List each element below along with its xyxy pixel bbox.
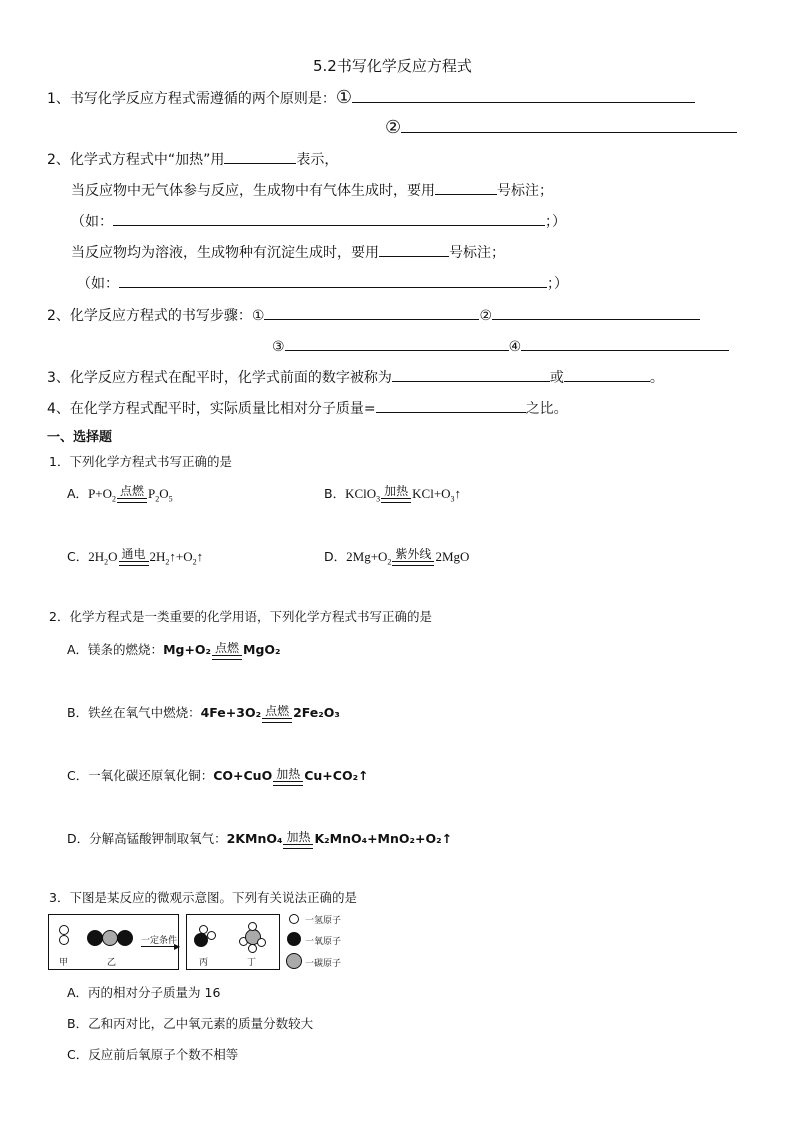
answer-blank[interactable] xyxy=(435,180,497,195)
legend-oxygen-icon xyxy=(287,932,301,946)
products-box xyxy=(186,914,280,970)
answer-blank[interactable] xyxy=(521,336,729,351)
hydrogen-atom xyxy=(257,938,266,947)
eq-sub: 5 xyxy=(168,494,173,504)
legend-carbon-icon xyxy=(286,953,302,969)
eg-close: ；） xyxy=(547,276,568,292)
reaction-sign xyxy=(392,548,434,566)
eq-left: 2Mg+O xyxy=(346,549,388,564)
eq-sub: 2 xyxy=(155,494,160,504)
hydrogen-atom xyxy=(248,944,257,953)
reaction-sign xyxy=(381,485,411,503)
label-bing: 丙 xyxy=(199,958,209,968)
fill-q2a xyxy=(47,149,338,169)
reaction-sign xyxy=(212,642,242,660)
condition: 加热 xyxy=(384,484,409,498)
option-label: D． xyxy=(324,549,347,564)
eq-right: K₂MnO₄+MnO₂+O₂↑ xyxy=(314,831,453,846)
eq-right: MgO₂ xyxy=(243,642,281,657)
reaction-sign xyxy=(273,768,303,786)
answer-blank[interactable] xyxy=(224,149,296,164)
label-ding: 丁 xyxy=(247,958,257,968)
eq-left: P+O xyxy=(88,486,113,501)
mc-q2-stem: 2．化学方程式是一类重要的化学用语，下列化学方程式书写正确的是 xyxy=(49,609,432,624)
eg-close: ；） xyxy=(545,214,566,230)
eq-sub: 2 xyxy=(192,557,197,567)
mc-q1-option-c[interactable] xyxy=(67,547,203,567)
eq-right-end: ↑ xyxy=(196,549,204,564)
fill-q5 xyxy=(47,398,568,418)
mc-q3-option-b[interactable]: B．乙和丙对比，乙中氧元素的质量分数较大 xyxy=(67,1016,314,1031)
eq-left: Mg+O₂ xyxy=(163,642,212,657)
answer-blank[interactable] xyxy=(264,305,479,320)
condition: 点燃 xyxy=(120,484,145,498)
answer-blank[interactable] xyxy=(564,367,650,382)
eq-sub: 3 xyxy=(376,494,381,504)
condition: 紫外线 xyxy=(395,547,432,561)
fill-q2c xyxy=(71,242,505,262)
mc-q2-option-c[interactable] xyxy=(67,766,369,786)
legend-carbon: 一碳原子 xyxy=(305,959,342,969)
fill-q2c-text: 当反应物均为溶液，生成物种有沉淀生成时，要用 xyxy=(71,245,379,261)
eg-open: （如： xyxy=(77,276,119,292)
fill-q1-text: 1、书写化学反应方程式需遵循的两个原则是： xyxy=(47,91,336,107)
reaction-sign xyxy=(262,705,292,723)
option-label: C． xyxy=(67,549,89,564)
answer-blank[interactable] xyxy=(119,273,547,288)
circle-two: ② xyxy=(385,117,402,138)
answer-blank[interactable] xyxy=(379,242,449,257)
fill-q4 xyxy=(47,367,664,387)
eq-right: Cu+CO₂↑ xyxy=(304,768,369,783)
mc-q2-option-b[interactable] xyxy=(67,703,340,723)
mc-q1-option-d[interactable] xyxy=(324,547,469,567)
answer-blank[interactable] xyxy=(376,398,526,413)
reaction-sign xyxy=(117,485,147,503)
mc-q1-option-b[interactable] xyxy=(324,484,461,504)
fill-q2a-text: 2、化学式方程式中“加热”用 xyxy=(47,152,225,168)
mc-q1-stem: 1．下列化学方程式书写正确的是 xyxy=(49,454,232,469)
reaction-sign xyxy=(283,831,313,849)
fill-q2a-end: 表示， xyxy=(296,152,339,168)
fill-eg2 xyxy=(77,273,568,293)
step-two: ② xyxy=(479,308,493,324)
section-heading: 一、选择题 xyxy=(47,430,113,445)
fill-q5-end: 之比。 xyxy=(525,401,568,417)
option-label: B． xyxy=(324,486,346,501)
hydrogen-atom xyxy=(248,922,257,931)
eq-sub: 2 xyxy=(387,557,392,567)
circle-one: ① xyxy=(335,87,353,108)
fill-eg1 xyxy=(71,211,566,231)
eq-right: 2MgO xyxy=(435,549,470,564)
option-label: A． xyxy=(67,486,89,501)
condition-label: 一定条件 xyxy=(141,936,178,946)
step-four: ④ xyxy=(508,339,522,355)
eq-left: 2KMnO₄ xyxy=(226,831,283,846)
eq-right-mid: O xyxy=(159,486,169,501)
fill-q2b-end: 号标注； xyxy=(497,183,553,199)
eq-left-end: O xyxy=(108,549,118,564)
fill-q2c-end: 号标注； xyxy=(449,245,505,261)
fill-q5-text: 4、在化学方程式配平时，实际质量比相对分子质量= xyxy=(47,401,376,417)
carbon-atom xyxy=(102,930,118,946)
answer-blank[interactable] xyxy=(113,211,545,226)
eq-left: 2H xyxy=(88,549,105,564)
eq-left: KClO xyxy=(345,486,377,501)
eq-right: P xyxy=(148,486,156,501)
option-label: B．铁丝在氧气中燃烧： xyxy=(67,705,201,720)
eq-right: KCl+O xyxy=(412,486,451,501)
condition: 加热 xyxy=(276,766,301,781)
label-jia: 甲 xyxy=(59,958,69,968)
eq-left: CO+CuO xyxy=(213,768,273,783)
eq-right-mid: ↑ xyxy=(454,486,462,501)
answer-blank[interactable] xyxy=(392,367,550,382)
mc-q3-stem: 3．下图是某反应的微观示意图。下列有关说法正确的是 xyxy=(49,890,357,905)
condition: 点燃 xyxy=(265,703,290,718)
answer-blank[interactable] xyxy=(352,88,695,103)
fill-q4-end: 。 xyxy=(649,370,664,386)
fill-q3-text: 2、化学反应方程式的书写步骤：① xyxy=(47,308,265,324)
legend-hydrogen-icon xyxy=(289,914,299,924)
fill-q4-or: 或 xyxy=(549,370,564,386)
eq-sub: 3 xyxy=(450,494,455,504)
eq-sub: 2 xyxy=(165,557,170,567)
mc-q3-option-c[interactable]: C．反应前后氧原子个数不相等 xyxy=(67,1047,239,1062)
hydrogen-atom xyxy=(59,935,69,945)
answer-blank[interactable] xyxy=(492,305,700,320)
hydrogen-atom xyxy=(59,925,69,935)
fill-q2b-text: 当反应物中无气体参与反应，生成物中有气体生成时，要用 xyxy=(71,183,435,199)
fill-q3 xyxy=(47,305,700,325)
hydrogen-atom xyxy=(207,931,216,940)
mc-q1-option-a[interactable] xyxy=(67,484,173,504)
answer-blank[interactable] xyxy=(285,336,509,351)
condition: 通电 xyxy=(121,547,146,561)
eg-open: （如： xyxy=(71,214,113,230)
eq-sub: 2 xyxy=(104,557,109,567)
fill-q2b xyxy=(71,180,553,200)
step-three: ③ xyxy=(272,339,285,355)
legend-oxygen: 一氧原子 xyxy=(305,937,342,947)
label-yi: 乙 xyxy=(107,958,117,968)
condition: 点燃 xyxy=(215,640,240,655)
eq-right: 2H xyxy=(149,549,166,564)
oxygen-atom xyxy=(194,933,208,947)
mc-q3-option-a[interactable]: A．丙的相对分子质量为 16 xyxy=(67,985,221,1000)
eq-right-mid: ↑+O xyxy=(169,549,193,564)
eq-sub: 2 xyxy=(112,494,117,504)
reaction-sign xyxy=(119,548,149,566)
mc-q2-option-d[interactable] xyxy=(67,829,452,849)
legend-hydrogen: 一氢原子 xyxy=(305,916,342,926)
fill-q4-text: 3、化学反应方程式在配平时，化学式前面的数字被称为 xyxy=(47,370,392,386)
fill-q3-2 xyxy=(272,336,729,355)
arrow-head-icon: ▶ xyxy=(174,942,181,951)
eq-left: 4Fe+3O₂ xyxy=(200,705,262,720)
oxygen-atom xyxy=(117,930,133,946)
condition: 加热 xyxy=(286,829,311,844)
eq-right: 2Fe₂O₃ xyxy=(293,705,340,720)
oxygen-atom xyxy=(87,930,103,946)
option-label: C．一氧化碳还原氧化铜： xyxy=(67,768,214,783)
page-title: 5.2书写化学反应方程式 xyxy=(313,57,472,75)
option-label: D．分解高锰酸钾制取氧气： xyxy=(67,831,227,846)
fill-q1 xyxy=(47,87,695,108)
option-label: A．镁条的燃烧： xyxy=(67,642,164,657)
mc-q2-option-a[interactable] xyxy=(67,640,281,660)
fill-q1-2 xyxy=(385,117,737,138)
answer-blank[interactable] xyxy=(401,118,737,133)
